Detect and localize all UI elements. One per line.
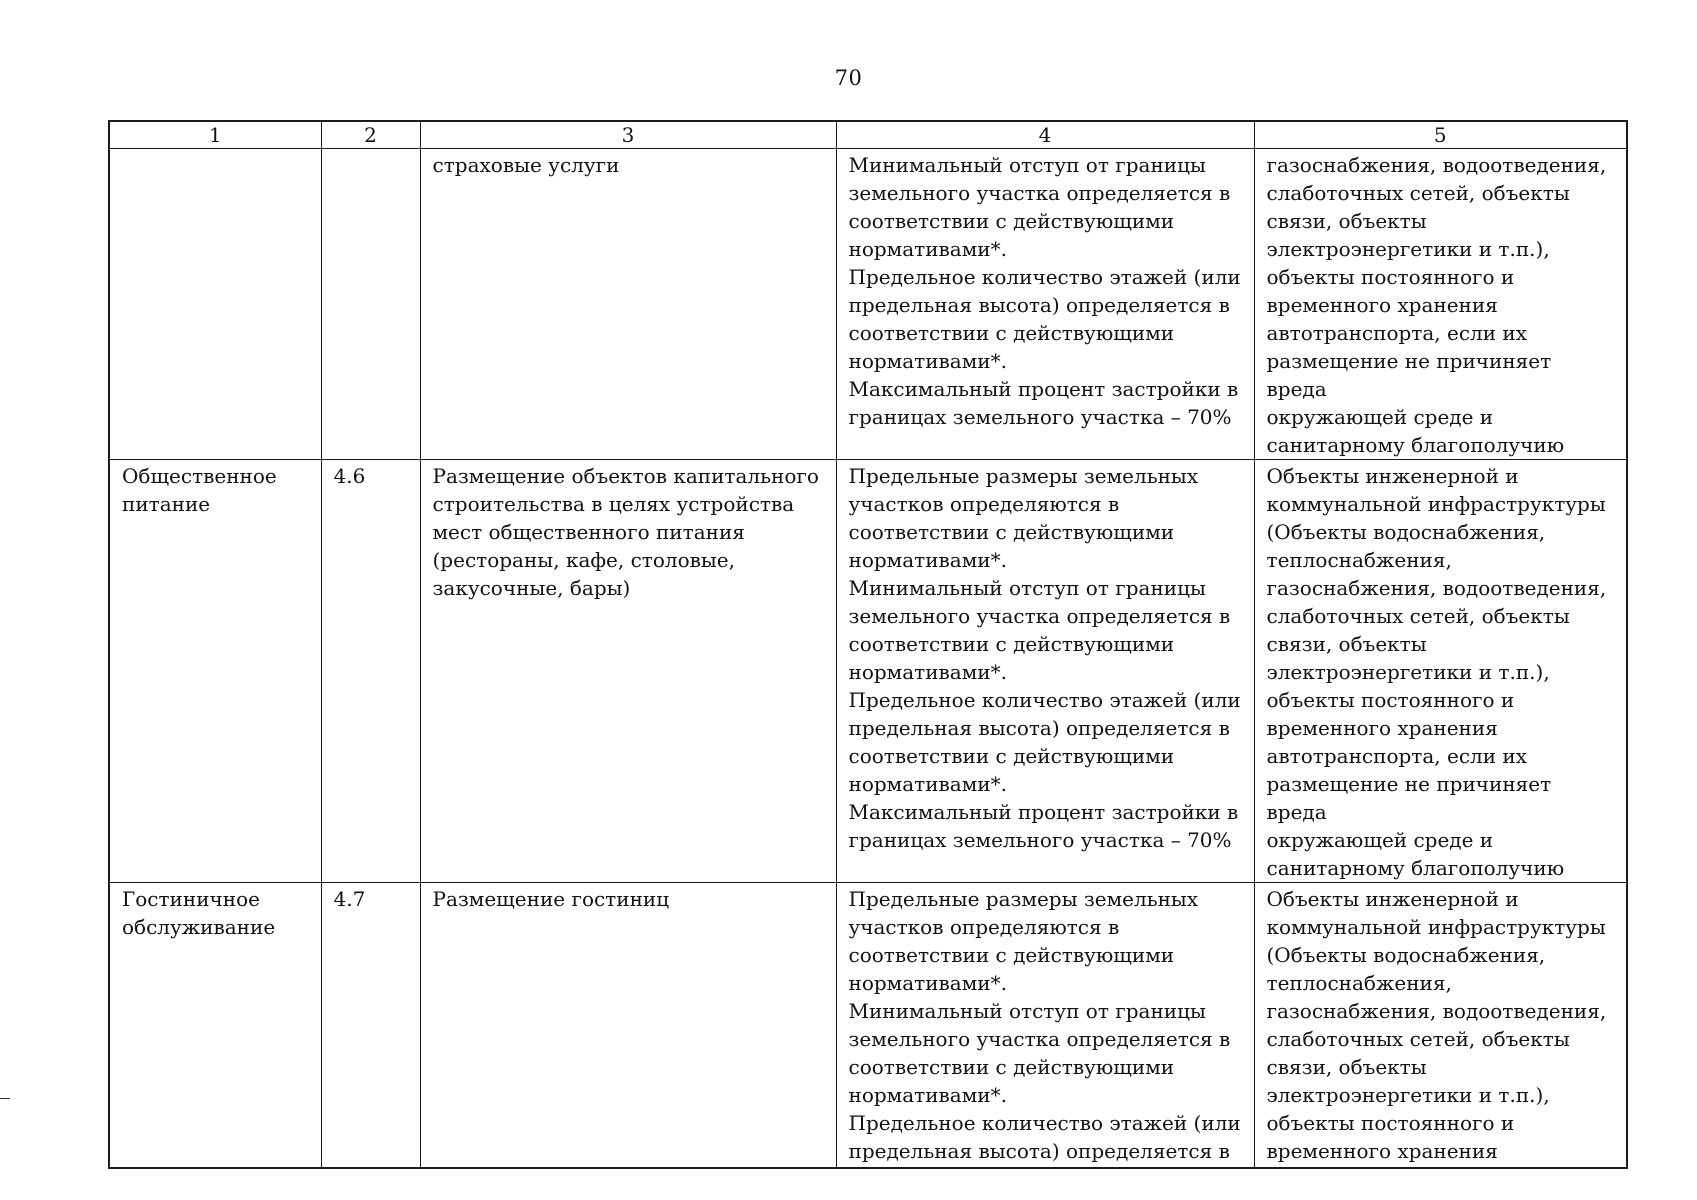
land-use-table [108,120,1628,1169]
table-row [109,460,1627,883]
table-row [109,149,1627,460]
use-name-cell: Гостиничное обслуживание [109,883,321,1169]
parameters-cell: Предельные размеры земельных участков определяются в соответствии с действующими нормативами*. Минимальный отступ от границы земельного участка определяется в соответствии с действующими нормативами*. Предельное количество этажей (или предельная высота) определяется в [836,883,1254,1169]
use-name-cell [109,149,321,460]
use-code-cell [321,149,420,460]
auxiliary-uses-cell: газоснабжения, водоотведения, слаботочных сетей, объекты связи, объекты электроэнергетики и т.п.), объекты постоянного и временного хранения автотранспорта, если их размещение не причиняет вреда окружающей среде и санитарному благополучию [1254,149,1627,460]
column-header-3: 3 [420,121,836,149]
auxiliary-uses-cell: Объекты инженерной и коммунальной инфраструктуры (Объекты водоснабжения, теплоснабжения, газоснабжения, водоотведения, слаботочных сетей, объекты связи, объекты электроэнергетики и т.п.), объекты постоянного и временного хранения [1254,883,1627,1169]
auxiliary-uses-cell: Объекты инженерной и коммунальной инфраструктуры (Объекты водоснабжения, теплоснабжения, газоснабжения, водоотведения, слаботочных сетей, объекты связи, объекты электроэнергетики и т.п.), объекты постоянного и временного хранения автотранспорта, если их размещение не причиняет вреда окружающей среде и санитарному благополучию [1254,460,1627,883]
use-code-cell: 4.6 [321,460,420,883]
column-header-2: 2 [321,121,420,149]
parameters-cell: Минимальный отступ от границы земельного участка определяется в соответствии с действующими нормативами*. Предельное количество этажей (или предельная высота) определяется в соответствии с действующими нормативами*. Максимальный процент застройки в границах земельного участка – 70% [836,149,1254,460]
scan-margin-mark [0,1098,10,1099]
use-code-cell: 4.7 [321,883,420,1169]
table-body [109,149,1627,1169]
column-header-5: 5 [1254,121,1627,149]
use-description-cell: Размещение объектов капитального строительства в целях устройства мест общественного питания (рестораны, кафе, столовые, закусочные, бары) [420,460,836,883]
table-header [109,121,1627,149]
column-header-4: 4 [836,121,1254,149]
page-number: 70 [834,66,863,90]
column-header-1: 1 [109,121,321,149]
parameters-cell: Предельные размеры земельных участков определяются в соответствии с действующими нормативами*. Минимальный отступ от границы земельного участка определяется в соответствии с действующими нормативами*. Предельное количество этажей (или предельная высота) определяется в соответствии с действующими нормативами*. Максимальный процент застройки в границах земельного участка – 70% [836,460,1254,883]
use-name-cell: Общественное питание [109,460,321,883]
header-row [109,121,1627,149]
use-description-cell: страховые услуги [420,149,836,460]
use-description-cell: Размещение гостиниц [420,883,836,1169]
table-row [109,883,1627,1169]
